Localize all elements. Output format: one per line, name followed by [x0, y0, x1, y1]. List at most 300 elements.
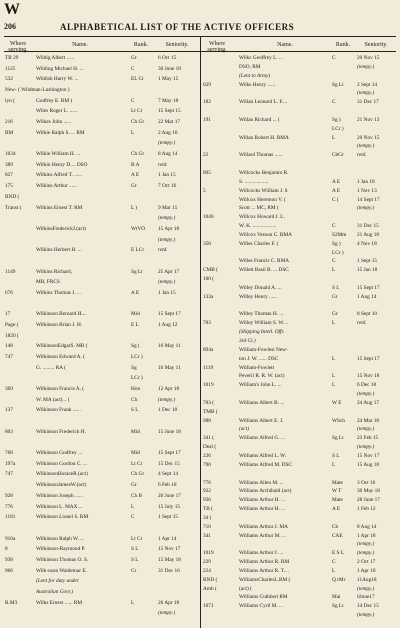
rank-cell: Sg ) [332, 116, 341, 123]
officer-name-cell: Wilkins Herbert H. ... [36, 247, 82, 254]
officer-name-cell: Wilkins Ernest T. RM [36, 204, 83, 211]
seniority-cell: 1 Apr 18 [357, 532, 376, 539]
officer-name-cell: Peveril R. R. W. (act) [239, 373, 285, 380]
seniority-cell: 24 Mar 18 [357, 417, 380, 424]
officer-name-cell: (act) ( [239, 585, 252, 592]
officer-name-cell: Williams Cyril M. ... [239, 603, 284, 610]
officer-name-cell: Williams Arthur H. ... [239, 497, 286, 504]
officer-name-cell: Willcocks William J. S [239, 187, 288, 194]
rank-cell: LCr ) [131, 354, 143, 361]
officer-name-cell: Williams Arthur R. T.... [239, 567, 289, 574]
header-name-left: Name. [72, 42, 88, 48]
where-serving-cell: 1040 [203, 214, 214, 221]
rank-cell: C [332, 99, 336, 106]
rank-cell: Ch B [131, 492, 143, 499]
officer-name-cell: Wilding Michael H. ... [36, 65, 84, 72]
rank-cell: A E [332, 187, 341, 194]
where-serving-cell: 1019 [203, 382, 214, 389]
rank-cell: WSch [332, 417, 345, 424]
officer-name-cell: Williams Archibald (act) [239, 488, 292, 495]
where-serving-cell: 532 [5, 76, 13, 83]
where-serving-cell: Amb ( [203, 585, 217, 592]
officer-name-cell: Wilkinson Bernard H.... [36, 311, 87, 318]
rank-cell: Ch Gr [131, 151, 145, 158]
officer-name-cell: Wilkinson Lionel S. RM [36, 514, 89, 521]
rank-cell: C [131, 65, 135, 72]
officer-name-cell: (Lent for duty under [36, 578, 79, 585]
seniority-cell: 1 May 15 [158, 76, 179, 83]
officer-name-cell: Wilkinson-Raymond P. [36, 546, 86, 553]
seniority-cell: 1 Apr 14 [158, 535, 177, 542]
seniority-cell: retd. [158, 161, 168, 168]
where-serving-cell: TMB ( [203, 408, 218, 415]
officer-name-cell: Wilkinson Thomas O. S. [36, 556, 89, 563]
where-serving-cell: 936 [203, 497, 211, 504]
column-divider-center [200, 36, 201, 628]
seniority-cell: (tempy.) [158, 140, 176, 147]
rank-cell: Mid [131, 450, 140, 457]
rank-cell: Sg Lt [131, 268, 143, 275]
where-serving-cell: 988 [203, 417, 211, 424]
officer-name-cell: Williams Alfred M. DSC [239, 461, 293, 468]
seniority-cell: 30 June 18 [158, 65, 181, 72]
where-serving-cell: 100 ( [203, 276, 215, 283]
where-serving-cell: 5 [203, 187, 206, 194]
officer-name-cell: Wilkinson Joseph ...... [36, 492, 83, 499]
rank-cell: L [131, 129, 135, 136]
rank-cell: Lt Cr [131, 535, 143, 542]
rank-cell: A E [332, 506, 341, 513]
rank-cell: CAE [332, 532, 343, 539]
seniority-cell: 15 Nov 17 [158, 546, 181, 553]
officer-name-cell: Wiles Roger L. ...... [36, 108, 78, 115]
officer-name-cell: (act) [239, 426, 249, 433]
where-serving-cell: 8 [5, 546, 8, 553]
rank-cell: C [332, 55, 336, 61]
seniority-cell: 11Aug18 [357, 576, 377, 583]
seniority-cell: 6 Oct 15 [158, 55, 177, 61]
rank-cell: LCr ) [332, 125, 344, 132]
seniority-cell: 15 May 18 [158, 556, 181, 563]
seniority-cell: 14 Dec 15 [357, 603, 379, 610]
seniority-cell: 2 Oct 17 [357, 559, 376, 566]
officer-name-cell: W. MA (act)... ( [36, 396, 70, 403]
officer-name-cell: Willes Charles F. ( [239, 240, 279, 247]
officer-name-cell: Wilkinson Brian J. H. [36, 321, 83, 328]
rank-cell: C ( [332, 196, 339, 203]
seniority-cell: 1 Feb 12 [357, 506, 376, 513]
rank-cell: R A [131, 161, 140, 168]
where-serving-cell: 747 [5, 471, 13, 478]
header-where-serving-left: Where serving. [8, 41, 28, 53]
seniority-cell: (tempy.) [158, 396, 176, 403]
seniority-cell: (tempy.) [357, 63, 375, 70]
seniority-cell: 7 Oct 16 [158, 183, 177, 190]
rank-cell: L [332, 461, 336, 468]
seniority-cell: 8 Aug 14 [158, 151, 178, 158]
officer-name-cell: Wilkinson L. MAX ... [36, 503, 83, 510]
seniority-cell: 31 Dec 15 [357, 223, 379, 230]
seniority-cell: 4 Sept 14 [158, 471, 179, 478]
rank-cell: W T [332, 488, 342, 495]
officer-name-cell: WilkinsonHoraceR.(act) [36, 471, 88, 478]
officer-name-cell: William-Fowlest New- [239, 346, 288, 353]
seniority-cell: 8 Sept 10 [357, 311, 378, 318]
officer-name-cell: William-Fowlett [239, 364, 275, 371]
officer-name-cell: Williams Arthur J. MA [239, 523, 288, 530]
header-where-serving-right: Where serving. [207, 41, 227, 53]
seniority-cell: 15 Sept 15 [158, 108, 181, 115]
seniority-cell: 30 May 18 [357, 488, 380, 495]
where-serving-cell: 341 ( [203, 435, 215, 442]
rank-cell: C [131, 97, 135, 104]
officer-name-cell: Wilkinson Frank ...... [36, 407, 81, 414]
officer-name-cell: Williams Alfred G. ... [239, 435, 285, 442]
rank-cell: Gr [131, 55, 137, 61]
rank-cell: E LCr [131, 247, 145, 254]
officer-name-cell: William's John L. ... [239, 382, 282, 389]
where-serving-cell: 938 [5, 556, 13, 563]
officer-name-cell: Williams Arthur M. ... [239, 532, 287, 539]
officer-name-cell: Willes Francis C. RMA [239, 258, 290, 265]
officer-name-cell: Williams Alfred L. W. [239, 452, 287, 459]
officer-name-cell: Willard Thomas ...... [239, 152, 283, 159]
officer-name-cell: WilkinsonEdgarS. MB ( [36, 343, 88, 350]
officer-name-cell: Wilkinson Francis A. ( [36, 386, 85, 393]
officer-name-cell: Wilkinson Ralph W. ... [36, 535, 85, 542]
officer-name-cell: Wilkins Arthur ...... [36, 183, 77, 190]
seniority-cell: 21 Aug 18 [357, 231, 380, 238]
where-serving-cell: 182 [203, 99, 211, 106]
where-serving-cell: TB ( [203, 506, 213, 513]
officer-name-cell: Williams Arthur R. RM [239, 559, 290, 566]
where-serving-cell: 17 [5, 311, 11, 318]
seniority-cell: (tempy.) [357, 143, 375, 150]
where-serving-cell: 389 [5, 161, 13, 168]
officer-name-cell: Wildish Harry W. ... [36, 76, 79, 83]
rank-cell: L [131, 503, 135, 510]
rank-cell: Cr [131, 567, 137, 574]
rank-cell: Hon [131, 386, 141, 393]
rank-cell: A E [332, 178, 341, 185]
rank-cell: Sg ) [332, 240, 341, 247]
where-serving-cell: 358 [203, 240, 211, 247]
seniority-cell: 1 Sept 15 [158, 514, 179, 521]
seniority-cell: 15 Sept 17 [357, 355, 380, 362]
officer-name-cell: Wilkin Henry D.... DSO [36, 161, 88, 168]
officer-name-cell: Willey Donald A. ... [239, 284, 282, 291]
seniority-cell: 21 Nov 13 [357, 116, 380, 123]
officer-name-cell: Willey William S. W.... [239, 320, 289, 327]
where-serving-cell: 1019 [203, 550, 214, 557]
seniority-cell: 23 Feb 15 [357, 435, 379, 442]
rank-cell: Sg Lt [332, 81, 344, 88]
rank-cell: E L [131, 321, 139, 328]
seniority-cell: retd. [158, 247, 168, 254]
where-serving-cell: RND ( [5, 193, 20, 200]
seniority-cell: (tempy.) [357, 541, 375, 548]
seniority-cell: retd. [357, 320, 367, 327]
rank-cell: L [332, 567, 336, 574]
seniority-cell: 1 Jan 15 [158, 172, 176, 179]
rank-cell: S L [332, 284, 340, 291]
where-serving-cell: lyn ( [5, 97, 15, 104]
rank-cell: Sg Lt [332, 435, 344, 442]
where-serving-cell: 776 [203, 479, 211, 486]
seniority-cell: 6June17 [357, 594, 375, 601]
officer-name-cell: Willcox Heremon V. ( [239, 196, 286, 203]
rank-cell: L [332, 267, 336, 274]
rank-cell: S L [131, 556, 139, 563]
rank-cell: S L [131, 546, 139, 553]
where-serving-cell: 226 [203, 452, 211, 459]
officer-name-cell: Willey Henry ...... [239, 293, 278, 300]
seniority-cell: (tempy.) [357, 550, 375, 557]
seniority-cell: 1 Nov 13 [357, 187, 377, 194]
where-serving-cell: 1071 [203, 603, 214, 610]
header-rank-left: Rank. [133, 42, 149, 48]
officer-name-cell: Williams Albert B. ... [239, 399, 285, 406]
officer-name-cell: Wilks Henry ...... [239, 81, 276, 88]
where-serving-cell: 928 [5, 492, 13, 499]
officer-name-cell: Wilkins Alfred T. ...... [36, 172, 83, 179]
seniority-cell: 28 June 17 [357, 497, 380, 504]
rank-cell: L [332, 355, 336, 362]
seniority-cell: 1 Apr 18 [357, 567, 376, 574]
seniority-cell: 1 Jan 15 [158, 289, 176, 296]
officer-name-cell: Godfrey E. RM ) [36, 97, 73, 104]
officer-name-cell: Scott ... MC, RM ( [239, 205, 279, 212]
where-serving-cell: 894a [203, 346, 214, 353]
officer-name-cell: Willan Leonard L. F.... [239, 99, 288, 106]
officer-name-cell: Willan Robert H. RMA [239, 134, 289, 141]
rank-cell: Q rMr [332, 576, 346, 583]
officer-name-cell: Wilkinson Gordon C. ... [36, 460, 87, 467]
seniority-cell: 24 Aug 17 [357, 399, 380, 406]
header-name-right: Name. [277, 42, 293, 48]
seniority-cell: 16 May 11 [158, 343, 181, 350]
where-serving-cell: 1034 [5, 151, 16, 158]
seniority-cell: 6 Dec 18 [357, 382, 377, 389]
officer-name-cell: Williams Arthur H. ... [239, 506, 286, 513]
where-serving-cell: 827 [5, 172, 13, 179]
rank-cell: S2Mm [332, 231, 347, 238]
seniority-cell: 15 Apr 18 [158, 225, 180, 232]
officer-name-cell: S. .................. [239, 178, 269, 185]
where-serving-cell: Page ( [5, 321, 19, 328]
officer-name-cell: Willey Thomas H. ... [239, 311, 284, 318]
officer-name-cell: ton J. W. ...... DSC [239, 355, 279, 362]
where-serving-cell: 922 [203, 488, 211, 495]
rank-cell: A E [131, 172, 140, 179]
rank-cell: Ch [332, 523, 339, 530]
where-serving-cell: 133a [203, 293, 214, 300]
where-serving-cell: 1820 ( [5, 332, 19, 339]
seniority-cell: 20 Nov 15 [357, 134, 380, 141]
where-serving-cell: 1125 [5, 65, 16, 72]
rank-cell: L [131, 599, 135, 606]
officer-name-cell: Wilkinson Godfrey ... [36, 450, 83, 457]
seniority-cell: 6 Feb 18 [158, 482, 177, 489]
rank-cell: Gr [332, 293, 338, 300]
rank-cell: S L [332, 452, 340, 459]
officer-name-cell: Wilks Ernest ...... RM [36, 599, 83, 606]
seniority-cell: 15 Nov 17 [357, 452, 380, 459]
rank-cell: Sg Lt [332, 603, 344, 610]
officer-name-cell: Williams Allen M. ... [239, 479, 284, 486]
where-serving-cell: 1149 [5, 268, 16, 275]
where-serving-cell: 895 [203, 169, 211, 176]
officer-name-cell: G. ......... RA ( [36, 364, 66, 371]
rank-cell: Lt Cr [131, 460, 143, 467]
seniority-cell: 4 Nov 18 [357, 240, 377, 247]
officer-name-cell: Wilkins Thomas J. ... [36, 289, 81, 296]
officer-name-cell: Willcox Howard J. L. [239, 214, 285, 221]
where-serving-cell: 629 [203, 81, 211, 88]
seniority-cell: 20 Nov 15 [357, 55, 380, 61]
seniority-cell: 1 Dec 18 [158, 407, 178, 414]
officer-name-cell: WilkinsonJamesW.(act) [36, 482, 87, 489]
where-serving-cell: 676 [5, 289, 13, 296]
officer-name-cell: Williams Albert E. J. [239, 417, 284, 424]
seniority-cell: 9 Mar 15 [158, 204, 178, 211]
where-serving-cell: 148 [5, 343, 13, 350]
where-serving-cell: 341 [203, 532, 211, 539]
seniority-cell: (tempy.) [158, 236, 176, 243]
officer-name-cell: Australian Govt.) [36, 588, 74, 595]
rank-cell: Gr [332, 311, 338, 318]
officer-name-cell: Wilkes John ...... [36, 119, 72, 126]
rank-cell: Sg ( [131, 343, 140, 350]
where-serving-cell: 768 [5, 450, 13, 457]
rank-cell: Mai [332, 594, 341, 601]
where-serving-cell: 175 [5, 183, 13, 190]
seniority-cell: 15 July 15 [158, 503, 181, 510]
rank-cell: Gr [131, 482, 137, 489]
officer-name-cell: (Lent to Army) [239, 72, 271, 79]
where-serving-cell: 803 [5, 428, 13, 435]
officer-name-cell: Wilkins Richard, [36, 268, 72, 275]
seniority-cell: 7 May 18 [158, 97, 179, 104]
where-serving-cell: 216 [5, 119, 13, 126]
where-serving-cell: RM [5, 129, 14, 136]
officer-name-cell: W. K. .................. [239, 223, 277, 230]
header-rank-right: Rank. [335, 42, 351, 48]
header-seniority-right: Seniority. [364, 42, 388, 48]
seniority-cell: 1 Aug 12 [158, 321, 178, 328]
seniority-cell: 15 Sept 17 [158, 450, 181, 457]
rank-cell: C [131, 514, 135, 521]
where-serving-cell: 790 [203, 461, 211, 468]
seniority-cell: 31 Dec 17 [357, 99, 379, 106]
seniority-cell: (tempy.) [158, 610, 176, 617]
rank-cell: ChGr [332, 152, 344, 159]
rank-cell: Ch Gr [131, 471, 145, 478]
officer-name-cell: DSO, RM [239, 63, 261, 70]
seniority-cell: 31 Dec 16 [158, 567, 180, 574]
rank-cell: W E [332, 399, 342, 406]
where-serving-cell: CMB ( [203, 267, 218, 274]
rank-cell: Sg [131, 364, 137, 371]
officer-name-cell: Wilkie William H. ... [36, 151, 81, 158]
officer-name-cell: Willan Richard ... ( [239, 116, 280, 123]
rank-cell: A E [131, 289, 140, 296]
seniority-cell: 2 Sept 14 [357, 81, 378, 88]
seniority-cell: 8 Aug 14 [357, 523, 377, 530]
seniority-cell: 15 Dec 15 [158, 460, 180, 467]
officer-name-cell: Wildig Albert ...... [36, 55, 75, 61]
rank-cell: E S L [332, 550, 345, 557]
officer-name-cell: WilkinsFrederickJ.(act) [36, 225, 86, 232]
seniority-cell: (tempy.) [357, 205, 375, 212]
seniority-cell: 14 Sept 17 [357, 196, 380, 203]
rank-cell: Lt Cr [131, 108, 143, 115]
where-serving-cell: 966 [5, 567, 13, 574]
officer-name-cell: Willcox Vernon C. RMA [239, 231, 292, 238]
rank-cell: Ch Gr [131, 119, 145, 126]
where-serving-cell: 710 [203, 523, 211, 530]
officer-name-cell: Wilks Geoffrey L. ... [239, 55, 283, 61]
rank-cell: C [332, 559, 336, 566]
page-title: ALPHABETICAL LIST OF THE ACTIVE OFFICERS [60, 22, 295, 32]
seniority-cell: (tempy.) [357, 585, 375, 592]
rank-cell: Ch [131, 396, 138, 403]
seniority-cell: (tempy.) [158, 279, 176, 286]
section-letter: W [4, 1, 20, 18]
rank-cell: LCr ) [131, 375, 143, 382]
where-serving-cell: RND ( [203, 576, 218, 583]
rank-cell: C [332, 258, 336, 265]
seniority-cell: 12 Apr 18 [158, 386, 180, 393]
rank-cell: Mid [131, 428, 140, 435]
where-serving-cell: 916a [5, 535, 16, 542]
where-serving-cell: Deal ( [203, 444, 217, 451]
seniority-cell: 15 June 18 [158, 428, 181, 435]
rank-cell: WtVO [131, 225, 146, 232]
rank-cell: LCr ) [332, 249, 344, 256]
rank-cell: L [332, 373, 336, 380]
seniority-cell: (tempy.) [357, 444, 375, 451]
officer-name-cell: Wilkinson Frederick H. [36, 428, 86, 435]
seniority-cell: (tempy.) [158, 215, 176, 222]
where-serving-cell: New- ( Wildman-Lushington ) [5, 87, 70, 94]
where-serving-cell: 191 [203, 116, 211, 123]
officer-name-cell: MB, FRCS [36, 279, 60, 286]
where-serving-cell: 137 [5, 407, 13, 414]
rank-cell: EL Cr [131, 76, 144, 83]
seniority-cell: (tempy.) [357, 90, 375, 97]
where-serving-cell: 1119 [203, 364, 214, 371]
where-serving-cell: TB 29 [5, 55, 19, 61]
seniority-cell: (tempy.) [357, 426, 375, 433]
officer-name-cell: Wilkie Ralph S. ... RM [36, 129, 85, 136]
seniority-cell: 1 Sept 15 [357, 258, 378, 265]
officer-name-cell: 3rd Cl.) [239, 338, 256, 344]
seniority-cell: 15 Sept 17 [357, 284, 380, 291]
rank-cell: S L [131, 407, 139, 414]
seniority-cell: 2 Aug 16 [158, 129, 178, 136]
seniority-cell: 15 Aug 18 [357, 461, 380, 468]
header-seniority-left: Seniority. [165, 42, 189, 48]
where-serving-cell: 369 [5, 386, 13, 393]
seniority-cell: (tempy.) [357, 612, 375, 619]
seniority-cell: 16 May 11 [158, 364, 181, 371]
rank-cell: Mate [332, 497, 343, 504]
officer-name-cell: Wilkinson Edward A. ( [36, 354, 85, 361]
where-serving-cell: R.M3 [5, 599, 18, 606]
officer-name-cell: Wilk-nson Waldemar E. [36, 567, 87, 574]
rank-cell: L [332, 320, 336, 327]
